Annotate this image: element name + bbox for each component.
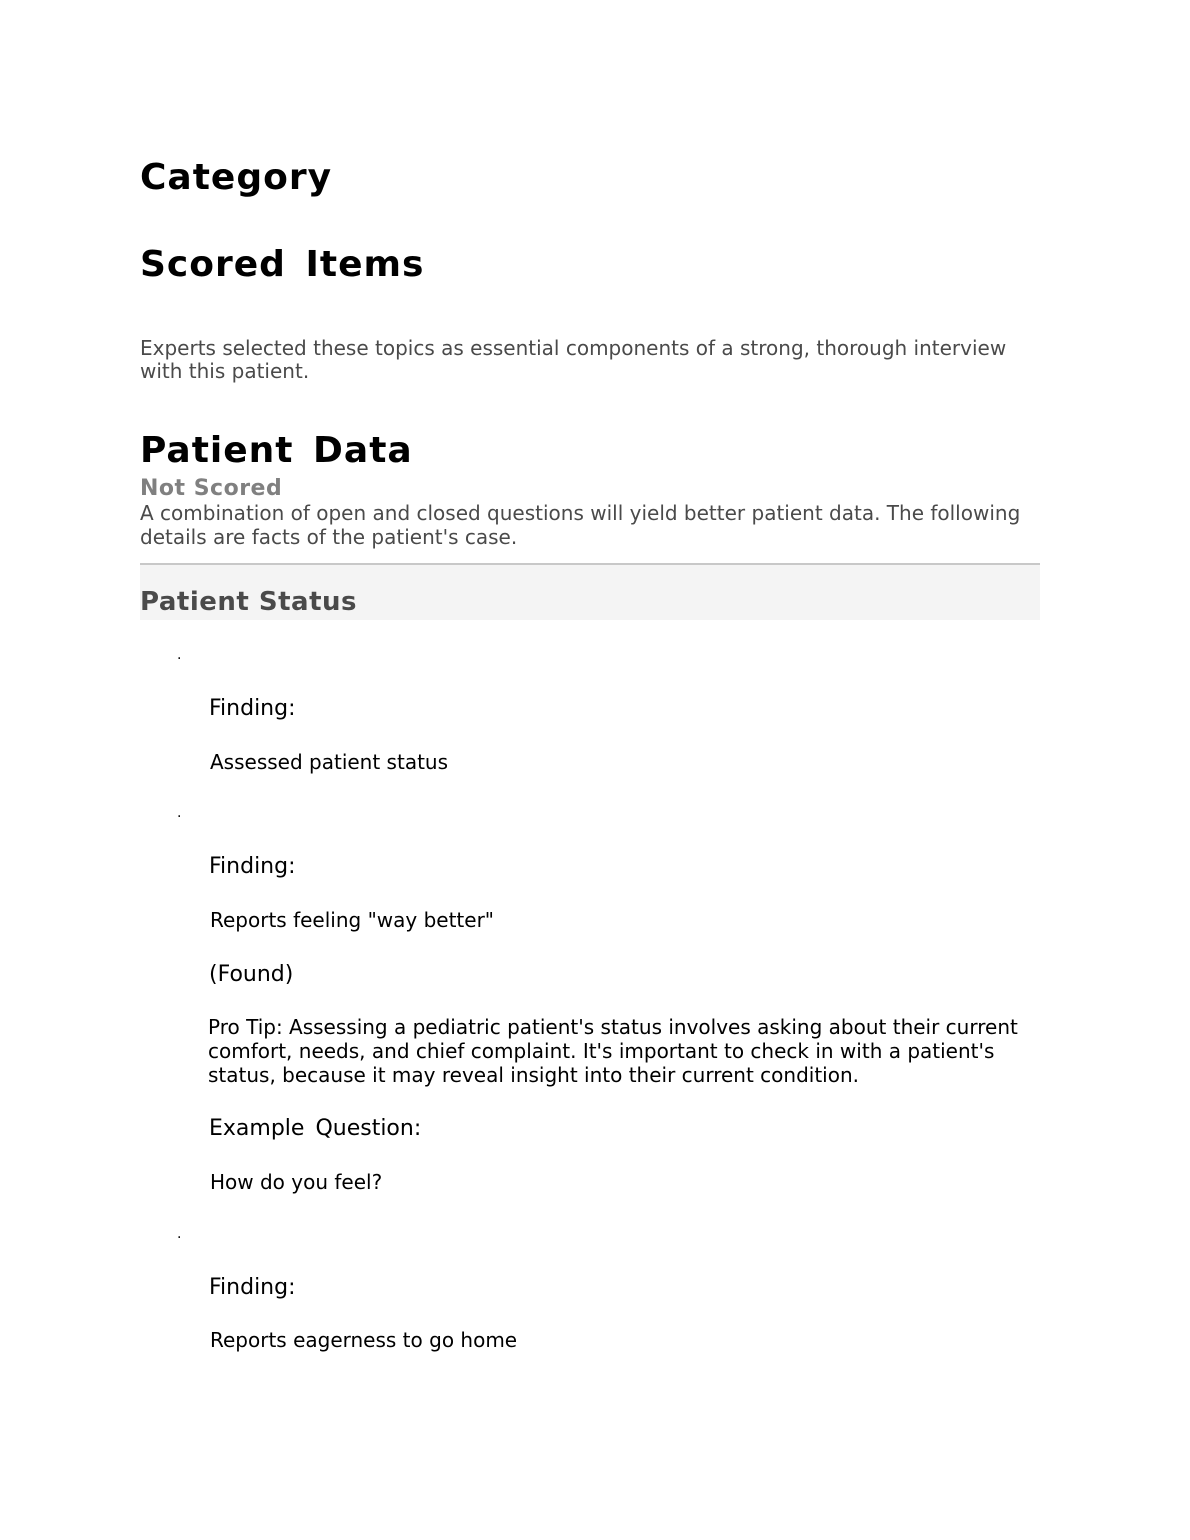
pro-tip-text: Pro Tip: Assessing a pediatric patient's status involves asking about their current comfort, needs, and chief complaint. It's important to check in with a patient's status, because it may reveal insight into their current condition. <box>208 1015 1018 1087</box>
list-bullet: · <box>177 1230 182 1246</box>
finding-label: Finding: <box>209 854 296 879</box>
found-status: (Found) <box>209 962 294 987</box>
example-question-label: Example Question: <box>209 1116 422 1141</box>
patient-data-description: A combination of open and closed questions will yield better patient data. The following details are facts of the patient's case. <box>140 501 1021 549</box>
example-question-value: How do you feel? <box>210 1170 383 1194</box>
finding-value: Assessed patient status <box>210 750 449 774</box>
finding-value: Reports feeling "way better" <box>210 908 494 932</box>
patient-data-heading: Patient Data <box>140 430 413 471</box>
patient-status-section-header <box>140 563 1040 620</box>
patient-status-title: Patient Status <box>140 587 357 617</box>
not-scored-label: Not Scored <box>140 476 283 501</box>
finding-label: Finding: <box>209 696 296 721</box>
scored-items-heading: Scored Items <box>140 244 425 285</box>
scored-items-description: Experts selected these topics as essential components of a strong, thorough interview with this patient. <box>140 336 1007 383</box>
list-bullet: · <box>177 809 182 825</box>
finding-value: Reports eagerness to go home <box>210 1328 518 1352</box>
list-bullet: · <box>177 651 182 667</box>
category-heading: Category <box>140 157 333 198</box>
finding-label: Finding: <box>209 1275 296 1300</box>
